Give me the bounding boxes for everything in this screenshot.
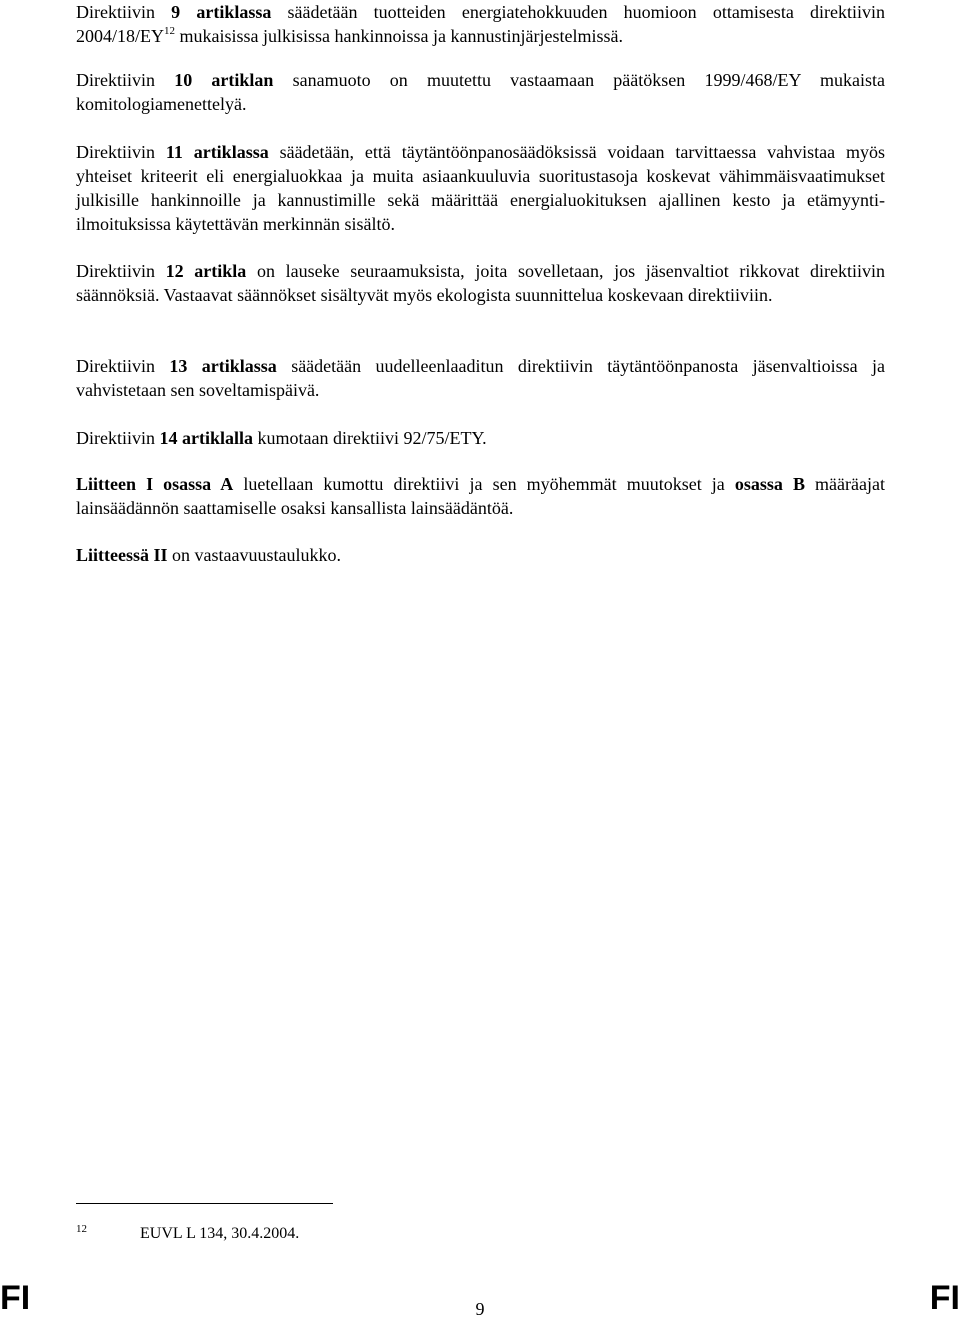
text: on lauseke seuraamuksista, joita sovelletaan, jos jäsenvaltiot rikkovat direktiivin säännöksiä. Vastaavat säännökset sisältyvät myös ekologista suunnittelua koskevaan direktiiviin. <box>76 261 885 305</box>
text: luetellaan kumottu direktiivi ja sen myöhemmät muutokset ja <box>233 474 735 494</box>
bold-text: Liitteen I osassa A <box>76 474 234 494</box>
bold-text: 13 artiklassa <box>169 356 277 376</box>
paragraph-article-14 <box>76 426 885 450</box>
page-number: 9 <box>475 1299 485 1319</box>
footnote-separator <box>76 1203 333 1204</box>
text: määräajat lainsäädännön saattamiselle osaksi kansallista lainsäädäntöä. <box>76 474 885 518</box>
bold-text: 14 artiklalla <box>159 428 253 448</box>
footnote-reference: 12 <box>164 25 175 37</box>
bold-text: 11 artiklassa <box>165 142 269 162</box>
text: säädetään, että täytäntöönpanosäädöksissä voidaan tarvittaessa vahvistaa myös yhteiset kriteerit eli energialuokkaa ja muita asiaankuuluvia suoritustasoja koskevat vähimmäisvaatimukset julkisille hankinnoille ja kannustimille sekä määrittää energialuokituksen ajallinen kesto ja etämyynti-ilmoituksissa käytettävän merkinnän sisältö. <box>76 142 885 234</box>
text: Direktiivin <box>76 2 172 22</box>
text: on vastaavuustaulukko. <box>167 545 341 565</box>
bold-text: 12 artikla <box>165 261 247 281</box>
text: mukaisissa julkisissa hankinnoissa ja kannustinjärjestelmissä. <box>175 26 623 46</box>
text: säädetään tuotteiden energiatehokkuuden huomioon ottamisesta direktiivin 2004/18/EY <box>76 2 885 46</box>
text: Direktiivin <box>76 428 160 448</box>
bold-text: 9 artiklassa <box>171 2 272 22</box>
paragraph-article-9 <box>76 0 885 48</box>
text: Direktiivin <box>76 356 170 376</box>
bold-text: osassa B <box>734 474 805 494</box>
bold-text: Liitteessä II <box>76 545 168 565</box>
text: kumotaan direktiivi 92/75/ETY. <box>253 428 487 448</box>
footnote-text: EUVL L 134, 30.4.2004. <box>140 1225 300 1242</box>
text: Direktiivin <box>76 70 175 90</box>
paragraph-annex-1 <box>76 472 885 520</box>
footer-language-code-right: FI <box>929 1279 960 1317</box>
footer-language-code-left: FI <box>0 1279 31 1317</box>
paragraph-article-11 <box>76 140 885 236</box>
paragraph-annex-2 <box>76 543 885 567</box>
text: Direktiivin <box>76 142 166 162</box>
footnote-number: 12 <box>76 1223 87 1235</box>
text: säädetään uudelleenlaaditun direktiivin täytäntöönpanosta jäsenvaltioissa ja vahvistetaan sen soveltamispäivä. <box>76 356 885 400</box>
paragraph-article-13 <box>76 354 885 402</box>
paragraph-article-12 <box>76 259 885 307</box>
bold-text: 10 artiklan <box>174 70 274 90</box>
text: Direktiivin <box>76 261 166 281</box>
text: sanamuoto on muutettu vastaamaan päätöksen 1999/468/EY mukaista komitologiamenettelyä. <box>76 70 885 114</box>
paragraph-article-10 <box>76 68 885 116</box>
